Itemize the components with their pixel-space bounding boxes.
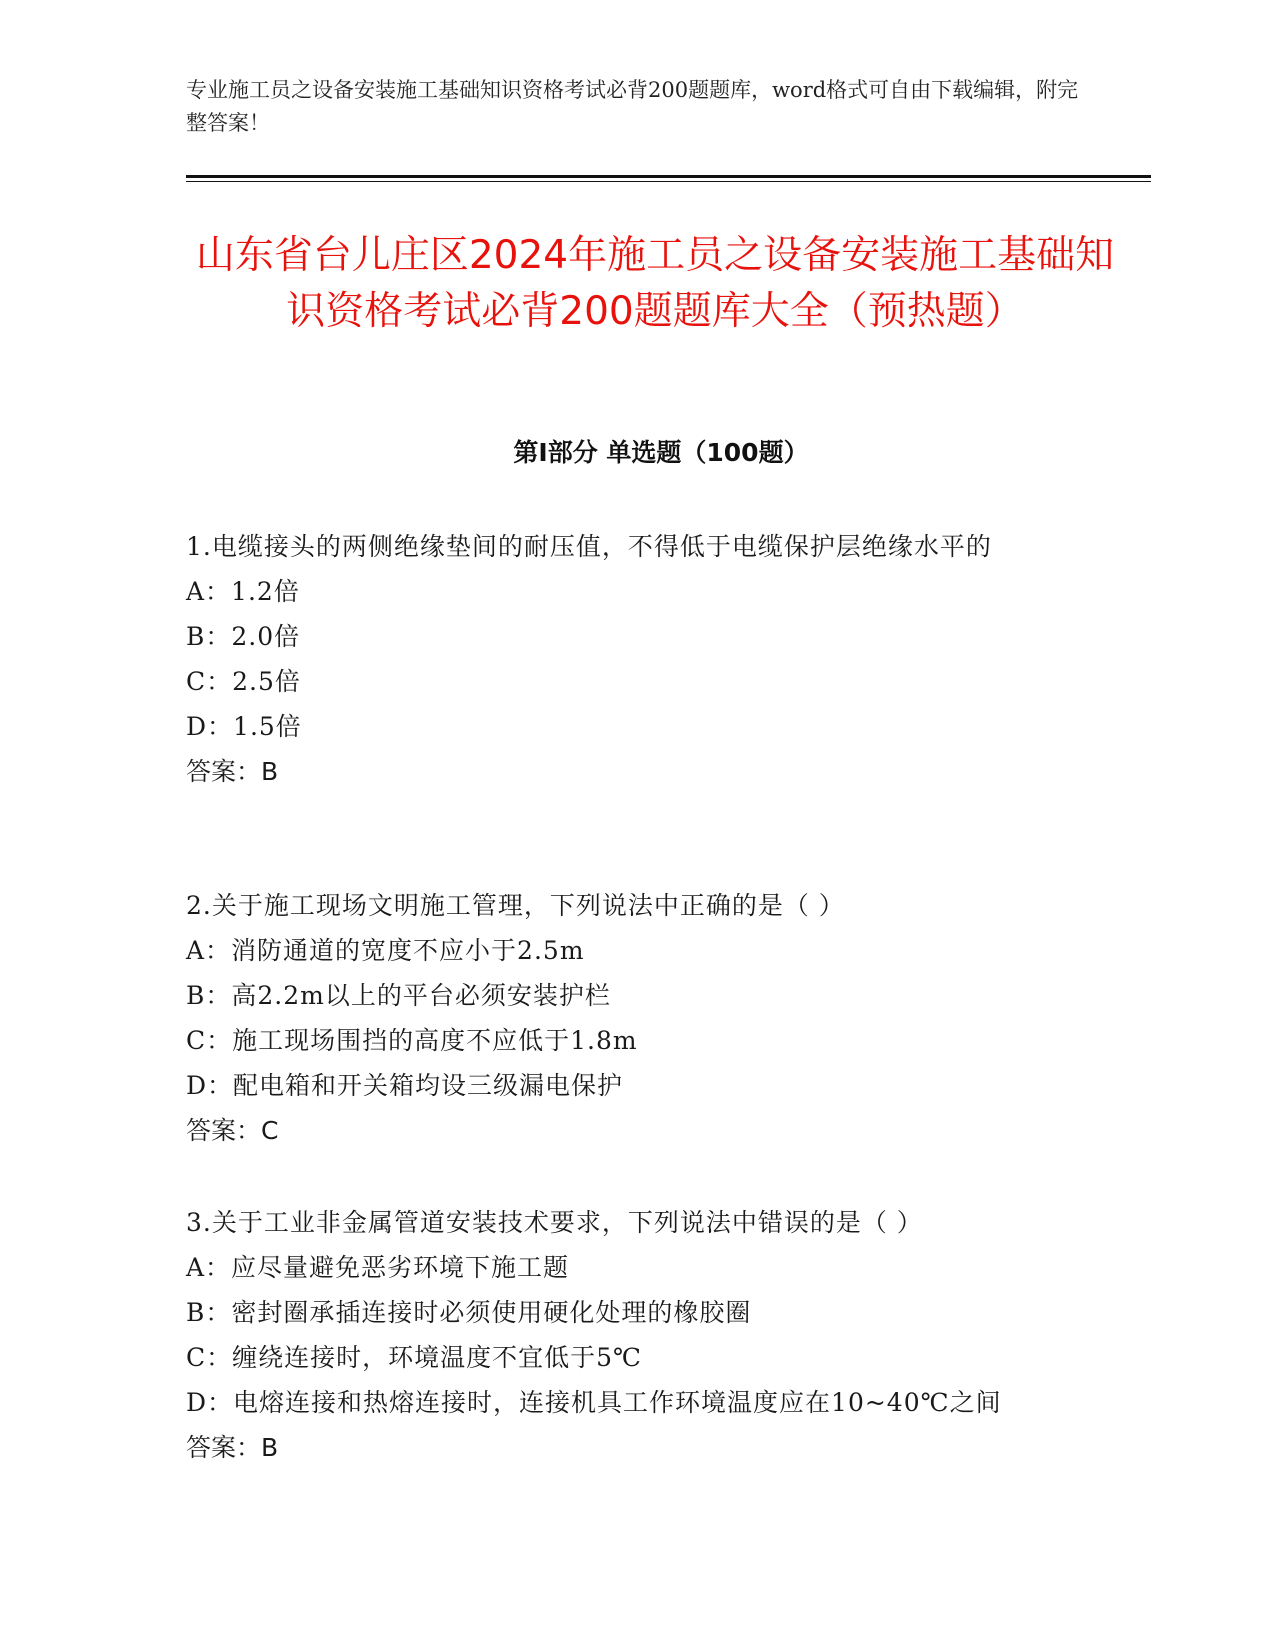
answer-label: 答案：C [186,1116,279,1145]
header-note: 专业施工员之设备安装施工基础知识资格考试必背200题题库，word格式可自由下载编辑，附完整答案！ [186,78,1079,135]
question-stem: 1.电缆接头的两侧绝缘垫间的耐压值，不得低于电缆保护层绝缘水平的 [186,532,992,561]
option-b: B：高2.2m以上的平台必须安装护栏 [186,981,611,1010]
option-c: C：缠绕连接时，环境温度不宜低于5℃ [186,1343,643,1372]
section-title: 第Ⅰ部分 单选题（100题） [513,438,809,467]
option-a: A：应尽量避免恶劣环境下施工题 [186,1253,570,1282]
question-block [186,524,1086,794]
question-block [186,883,1086,1153]
option-d: D：电熔连接和热熔连接时，连接机具工作环境温度应在10~40℃之间 [186,1388,1002,1417]
option-c: C：施工现场围挡的高度不应低于1.8m [186,1026,638,1055]
question-block [186,1200,1086,1470]
option-d: D：1.5倍 [186,712,302,741]
answer-label: 答案：B [186,757,279,786]
header-rule-thin [186,181,1151,182]
document-title: 山东省台儿庄区2024年施工员之设备安装施工基础知识资格考试必背200题题库大全（预热题） [195,233,1115,334]
option-d: D：配电箱和开关箱均设三级漏电保护 [186,1071,624,1100]
option-c: C：2.5倍 [186,667,301,696]
option-a: A：消防通道的宽度不应小于2.5m [186,936,585,965]
question-stem: 3.关于工业非金属管道安装技术要求，下列说法中错误的是（ ） [186,1208,923,1237]
option-b: B：2.0倍 [186,622,301,651]
question-stem: 2.关于施工现场文明施工管理，下列说法中正确的是（ ） [186,891,845,920]
option-a: A：1.2倍 [186,577,300,606]
header-rule-thick [186,175,1151,178]
answer-label: 答案：B [186,1433,279,1462]
option-b: B：密封圈承插连接时必须使用硬化处理的橡胶圈 [186,1298,752,1327]
